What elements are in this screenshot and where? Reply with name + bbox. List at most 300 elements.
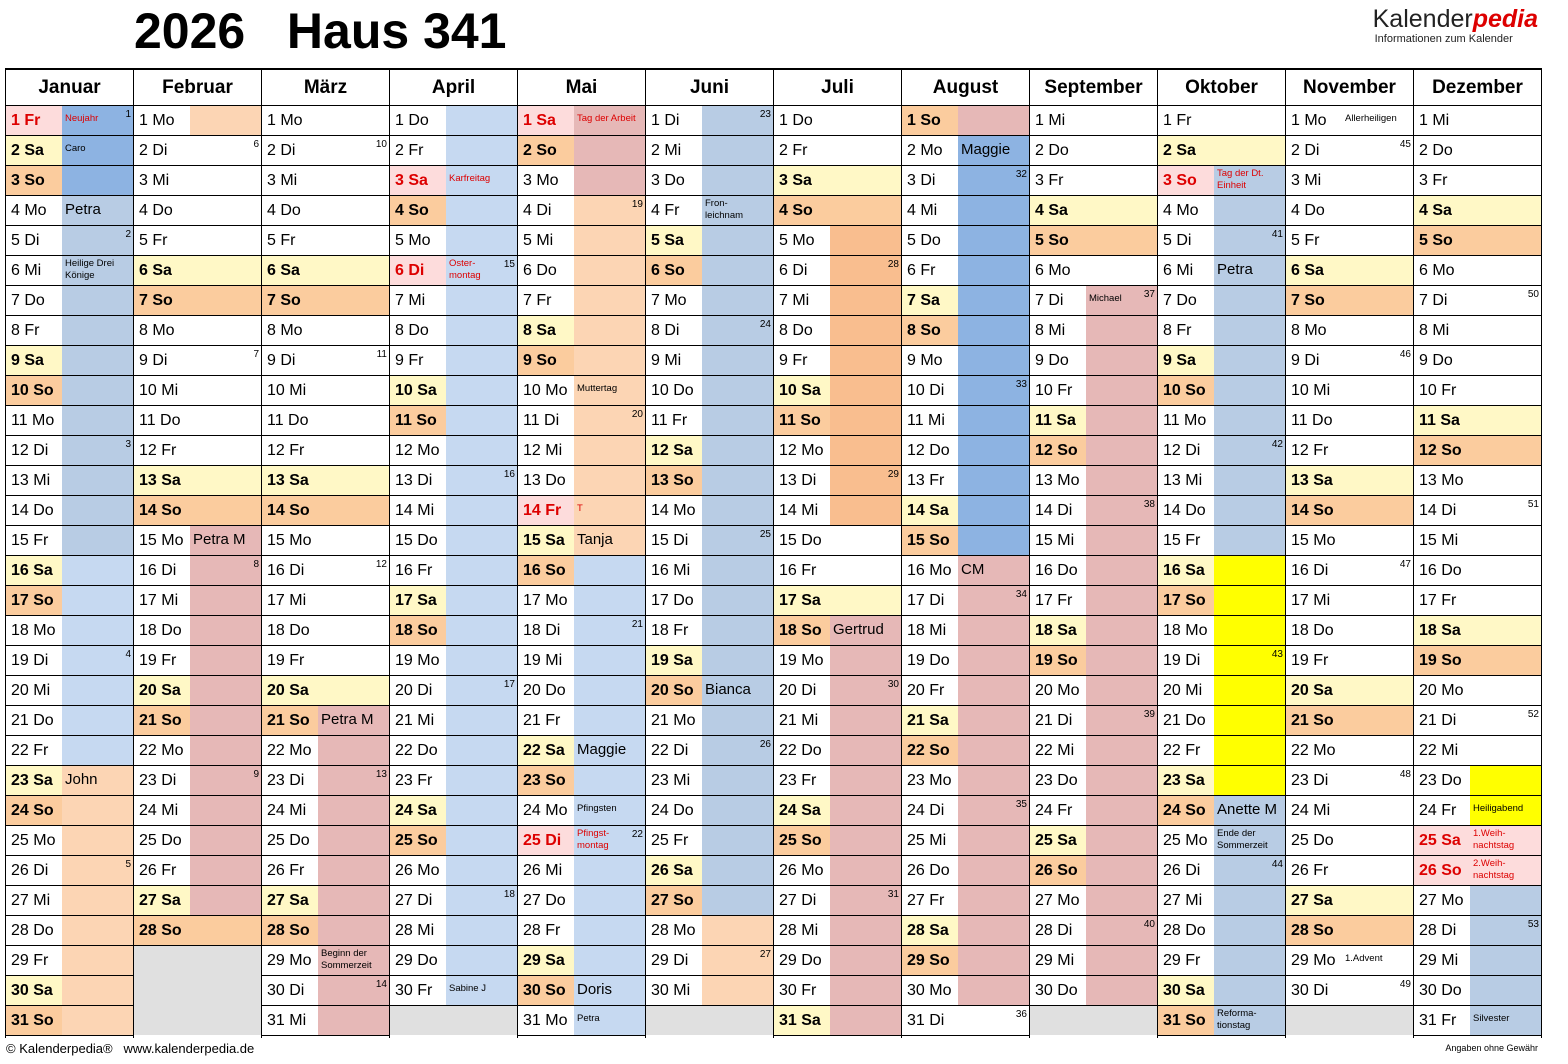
- day-row[interactable]: [518, 1006, 645, 1036]
- day-row[interactable]: [774, 376, 901, 406]
- day-entry-cell[interactable]: [62, 976, 133, 1005]
- day-entry-cell[interactable]: [574, 226, 645, 255]
- day-row[interactable]: [518, 166, 645, 196]
- day-entry-cell[interactable]: [830, 226, 901, 255]
- day-entry-cell[interactable]: [446, 376, 517, 405]
- day-entry-cell[interactable]: [574, 106, 645, 135]
- day-entry-cell[interactable]: [190, 526, 261, 555]
- day-row[interactable]: [518, 346, 645, 376]
- day-row[interactable]: [1414, 586, 1541, 616]
- day-row[interactable]: [390, 706, 517, 736]
- day-entry-cell[interactable]: [318, 106, 389, 135]
- day-row[interactable]: [1030, 736, 1157, 766]
- day-row[interactable]: [646, 496, 773, 526]
- day-entry-cell[interactable]: [1214, 286, 1285, 315]
- day-row[interactable]: [518, 256, 645, 286]
- day-entry-cell[interactable]: [1470, 736, 1541, 765]
- day-entry-cell[interactable]: [574, 316, 645, 345]
- day-entry-cell[interactable]: [1214, 166, 1285, 195]
- day-row[interactable]: [1030, 586, 1157, 616]
- day-row[interactable]: [646, 796, 773, 826]
- day-entry-cell[interactable]: [1342, 256, 1413, 285]
- day-row[interactable]: [1414, 916, 1541, 946]
- day-entry-cell[interactable]: [958, 736, 1029, 765]
- day-row[interactable]: [774, 736, 901, 766]
- day-entry-cell[interactable]: [830, 166, 901, 195]
- day-entry-cell[interactable]: [190, 916, 261, 945]
- day-row[interactable]: [134, 796, 261, 826]
- day-row[interactable]: [646, 646, 773, 676]
- day-row[interactable]: [262, 586, 389, 616]
- day-entry-cell[interactable]: [318, 406, 389, 435]
- day-entry-cell[interactable]: [1214, 226, 1285, 255]
- day-entry-cell[interactable]: [1086, 286, 1157, 315]
- day-row[interactable]: [1158, 976, 1285, 1006]
- day-row[interactable]: [646, 196, 773, 226]
- day-entry-cell[interactable]: [574, 376, 645, 405]
- day-row[interactable]: [518, 676, 645, 706]
- day-entry-cell[interactable]: [62, 466, 133, 495]
- day-row[interactable]: [1158, 106, 1285, 136]
- day-entry-cell[interactable]: [1086, 616, 1157, 645]
- day-entry-cell[interactable]: [1214, 886, 1285, 915]
- day-row[interactable]: [1158, 346, 1285, 376]
- day-entry-cell[interactable]: [1086, 676, 1157, 705]
- day-row[interactable]: [774, 406, 901, 436]
- day-entry-cell[interactable]: [190, 196, 261, 225]
- day-row[interactable]: [390, 916, 517, 946]
- day-row[interactable]: [902, 766, 1029, 796]
- day-row[interactable]: [774, 136, 901, 166]
- day-entry-cell[interactable]: [62, 316, 133, 345]
- day-row[interactable]: [774, 256, 901, 286]
- day-entry-cell[interactable]: [958, 586, 1029, 615]
- day-entry-cell[interactable]: [190, 796, 261, 825]
- day-row[interactable]: [902, 286, 1029, 316]
- day-entry-cell[interactable]: [62, 766, 133, 795]
- day-entry-cell[interactable]: [574, 406, 645, 435]
- day-entry-cell[interactable]: [702, 586, 773, 615]
- day-entry-cell[interactable]: [318, 466, 389, 495]
- day-row[interactable]: [134, 256, 261, 286]
- day-row[interactable]: [1286, 496, 1413, 526]
- day-row[interactable]: [902, 676, 1029, 706]
- day-row[interactable]: [1286, 436, 1413, 466]
- day-entry-cell[interactable]: [318, 946, 389, 975]
- day-row[interactable]: [1158, 1006, 1285, 1036]
- day-row[interactable]: [518, 886, 645, 916]
- day-entry-cell[interactable]: [830, 526, 901, 555]
- day-row[interactable]: [518, 466, 645, 496]
- day-row[interactable]: [1286, 946, 1413, 976]
- day-entry-cell[interactable]: [190, 406, 261, 435]
- day-row[interactable]: [646, 106, 773, 136]
- day-row[interactable]: [262, 976, 389, 1006]
- day-row[interactable]: [646, 616, 773, 646]
- day-entry-cell[interactable]: [574, 976, 645, 1005]
- day-entry-cell[interactable]: [958, 946, 1029, 975]
- day-entry-cell[interactable]: [1342, 346, 1413, 375]
- day-entry-cell[interactable]: [1214, 256, 1285, 285]
- day-row[interactable]: [774, 106, 901, 136]
- day-row[interactable]: [646, 406, 773, 436]
- day-row[interactable]: [134, 106, 261, 136]
- day-entry-cell[interactable]: [446, 766, 517, 795]
- day-row[interactable]: [1158, 136, 1285, 166]
- day-entry-cell[interactable]: [1470, 346, 1541, 375]
- day-entry-cell[interactable]: [702, 616, 773, 645]
- day-entry-cell[interactable]: [702, 886, 773, 915]
- day-entry-cell[interactable]: [958, 316, 1029, 345]
- day-row[interactable]: [1030, 436, 1157, 466]
- day-entry-cell[interactable]: [958, 556, 1029, 585]
- day-row[interactable]: [6, 826, 133, 856]
- day-entry-cell[interactable]: [1214, 136, 1285, 165]
- day-row[interactable]: [902, 466, 1029, 496]
- day-row[interactable]: [390, 796, 517, 826]
- day-entry-cell[interactable]: [830, 886, 901, 915]
- day-entry-cell[interactable]: [446, 916, 517, 945]
- day-row[interactable]: [1158, 916, 1285, 946]
- day-entry-cell[interactable]: [958, 226, 1029, 255]
- day-entry-cell[interactable]: [62, 826, 133, 855]
- day-entry-cell[interactable]: [958, 826, 1029, 855]
- day-entry-cell[interactable]: [190, 136, 261, 165]
- day-entry-cell[interactable]: [958, 676, 1029, 705]
- day-row[interactable]: [1286, 646, 1413, 676]
- day-row[interactable]: [134, 826, 261, 856]
- day-row[interactable]: [1286, 256, 1413, 286]
- day-row[interactable]: [518, 736, 645, 766]
- day-row[interactable]: [262, 1006, 389, 1036]
- day-row[interactable]: [1286, 406, 1413, 436]
- day-entry-cell[interactable]: [1086, 526, 1157, 555]
- day-entry-cell[interactable]: [446, 196, 517, 225]
- day-row[interactable]: [902, 586, 1029, 616]
- day-entry-cell[interactable]: [830, 436, 901, 465]
- day-row[interactable]: [1286, 676, 1413, 706]
- day-entry-cell[interactable]: [1470, 796, 1541, 825]
- day-entry-cell[interactable]: [1214, 106, 1285, 135]
- day-row[interactable]: [1414, 856, 1541, 886]
- day-row[interactable]: [518, 556, 645, 586]
- day-entry-cell[interactable]: [1086, 466, 1157, 495]
- day-entry-cell[interactable]: [446, 226, 517, 255]
- day-entry-cell[interactable]: [1342, 406, 1413, 435]
- day-row[interactable]: [262, 106, 389, 136]
- day-row[interactable]: [902, 736, 1029, 766]
- day-row[interactable]: [1286, 706, 1413, 736]
- day-entry-cell[interactable]: [958, 466, 1029, 495]
- day-entry-cell[interactable]: [190, 436, 261, 465]
- day-entry-cell[interactable]: [830, 766, 901, 795]
- day-row[interactable]: [6, 526, 133, 556]
- day-entry-cell[interactable]: [62, 856, 133, 885]
- day-entry-cell[interactable]: [702, 946, 773, 975]
- day-row[interactable]: [518, 856, 645, 886]
- day-row[interactable]: [774, 1006, 901, 1036]
- day-row[interactable]: [1286, 556, 1413, 586]
- day-row[interactable]: [902, 616, 1029, 646]
- day-row[interactable]: [1158, 646, 1285, 676]
- day-entry-cell[interactable]: [702, 856, 773, 885]
- day-row[interactable]: [1158, 466, 1285, 496]
- day-row[interactable]: [390, 256, 517, 286]
- day-row[interactable]: [134, 316, 261, 346]
- day-row[interactable]: [646, 226, 773, 256]
- day-entry-cell[interactable]: [62, 346, 133, 375]
- day-row[interactable]: [134, 196, 261, 226]
- day-row[interactable]: [390, 826, 517, 856]
- day-entry-cell[interactable]: [1086, 496, 1157, 525]
- day-row[interactable]: [774, 436, 901, 466]
- day-row[interactable]: [1286, 616, 1413, 646]
- day-row[interactable]: [134, 586, 261, 616]
- day-row[interactable]: [1414, 256, 1541, 286]
- day-entry-cell[interactable]: [830, 496, 901, 525]
- day-row[interactable]: [1158, 676, 1285, 706]
- day-row[interactable]: [902, 976, 1029, 1006]
- day-row[interactable]: [262, 136, 389, 166]
- day-row[interactable]: [1286, 286, 1413, 316]
- day-row[interactable]: [902, 436, 1029, 466]
- day-row[interactable]: [1286, 736, 1413, 766]
- day-entry-cell[interactable]: [190, 556, 261, 585]
- day-row[interactable]: [1414, 436, 1541, 466]
- day-entry-cell[interactable]: [574, 676, 645, 705]
- day-entry-cell[interactable]: [1342, 826, 1413, 855]
- day-row[interactable]: [774, 826, 901, 856]
- day-entry-cell[interactable]: [318, 256, 389, 285]
- day-entry-cell[interactable]: [1342, 556, 1413, 585]
- day-entry-cell[interactable]: [318, 436, 389, 465]
- day-entry-cell[interactable]: [446, 466, 517, 495]
- day-row[interactable]: [1286, 826, 1413, 856]
- day-row[interactable]: [262, 346, 389, 376]
- day-entry-cell[interactable]: [1342, 766, 1413, 795]
- day-entry-cell[interactable]: [446, 496, 517, 525]
- day-entry-cell[interactable]: [62, 226, 133, 255]
- day-row[interactable]: [1158, 286, 1285, 316]
- day-entry-cell[interactable]: [702, 736, 773, 765]
- day-entry-cell[interactable]: [958, 526, 1029, 555]
- day-entry-cell[interactable]: [446, 406, 517, 435]
- day-entry-cell[interactable]: [574, 616, 645, 645]
- day-row[interactable]: [518, 616, 645, 646]
- day-row[interactable]: [262, 736, 389, 766]
- day-entry-cell[interactable]: [1470, 826, 1541, 855]
- day-entry-cell[interactable]: [1214, 496, 1285, 525]
- day-row[interactable]: [1286, 526, 1413, 556]
- day-row[interactable]: [1414, 376, 1541, 406]
- day-row[interactable]: [518, 526, 645, 556]
- day-entry-cell[interactable]: [1214, 1006, 1285, 1035]
- day-entry-cell[interactable]: [958, 976, 1029, 1005]
- day-row[interactable]: [1414, 496, 1541, 526]
- day-entry-cell[interactable]: [318, 556, 389, 585]
- day-entry-cell[interactable]: [318, 1006, 389, 1035]
- day-entry-cell[interactable]: [446, 856, 517, 885]
- day-row[interactable]: [134, 766, 261, 796]
- day-row[interactable]: [262, 406, 389, 436]
- day-entry-cell[interactable]: [1214, 946, 1285, 975]
- day-row[interactable]: [6, 736, 133, 766]
- day-entry-cell[interactable]: [1214, 646, 1285, 675]
- day-row[interactable]: [6, 376, 133, 406]
- day-row[interactable]: [390, 166, 517, 196]
- day-row[interactable]: [1414, 346, 1541, 376]
- day-entry-cell[interactable]: [1342, 646, 1413, 675]
- day-entry-cell[interactable]: [574, 556, 645, 585]
- day-row[interactable]: [1158, 736, 1285, 766]
- day-row[interactable]: [1030, 316, 1157, 346]
- day-entry-cell[interactable]: [1214, 796, 1285, 825]
- day-entry-cell[interactable]: [1214, 376, 1285, 405]
- day-entry-cell[interactable]: [958, 286, 1029, 315]
- day-row[interactable]: [1414, 1006, 1541, 1036]
- day-entry-cell[interactable]: [1470, 556, 1541, 585]
- day-entry-cell[interactable]: [62, 946, 133, 975]
- day-entry-cell[interactable]: [1086, 976, 1157, 1005]
- day-entry-cell[interactable]: [574, 856, 645, 885]
- day-row[interactable]: [134, 466, 261, 496]
- day-entry-cell[interactable]: [62, 916, 133, 945]
- day-row[interactable]: [1030, 376, 1157, 406]
- day-row[interactable]: [518, 796, 645, 826]
- day-entry-cell[interactable]: [1086, 166, 1157, 195]
- day-entry-cell[interactable]: [958, 496, 1029, 525]
- day-entry-cell[interactable]: [958, 616, 1029, 645]
- day-row[interactable]: [902, 496, 1029, 526]
- day-row[interactable]: [6, 766, 133, 796]
- day-row[interactable]: [134, 226, 261, 256]
- day-row[interactable]: [1158, 886, 1285, 916]
- day-row[interactable]: [1286, 316, 1413, 346]
- day-entry-cell[interactable]: [574, 496, 645, 525]
- day-row[interactable]: [134, 556, 261, 586]
- day-entry-cell[interactable]: [318, 796, 389, 825]
- day-row[interactable]: [774, 646, 901, 676]
- day-row[interactable]: [6, 346, 133, 376]
- day-row[interactable]: [518, 136, 645, 166]
- day-entry-cell[interactable]: [1086, 946, 1157, 975]
- day-entry-cell[interactable]: [318, 496, 389, 525]
- day-entry-cell[interactable]: [1086, 196, 1157, 225]
- day-entry-cell[interactable]: [574, 286, 645, 315]
- day-entry-cell[interactable]: [830, 946, 901, 975]
- day-entry-cell[interactable]: [702, 256, 773, 285]
- day-entry-cell[interactable]: [574, 1006, 645, 1035]
- day-entry-cell[interactable]: [190, 736, 261, 765]
- day-row[interactable]: [1414, 766, 1541, 796]
- day-row[interactable]: [1286, 766, 1413, 796]
- day-entry-cell[interactable]: [958, 106, 1029, 135]
- day-row[interactable]: [1414, 406, 1541, 436]
- day-row[interactable]: [902, 256, 1029, 286]
- day-row[interactable]: [6, 676, 133, 706]
- day-entry-cell[interactable]: [1214, 436, 1285, 465]
- day-row[interactable]: [646, 826, 773, 856]
- day-entry-cell[interactable]: [62, 106, 133, 135]
- day-entry-cell[interactable]: [1086, 796, 1157, 825]
- day-row[interactable]: [262, 766, 389, 796]
- day-entry-cell[interactable]: [702, 526, 773, 555]
- day-row[interactable]: [1414, 556, 1541, 586]
- day-entry-cell[interactable]: [1214, 406, 1285, 435]
- day-row[interactable]: [390, 316, 517, 346]
- day-row[interactable]: [1414, 526, 1541, 556]
- day-entry-cell[interactable]: [1342, 376, 1413, 405]
- day-entry-cell[interactable]: [190, 316, 261, 345]
- day-row[interactable]: [646, 916, 773, 946]
- day-row[interactable]: [262, 436, 389, 466]
- day-entry-cell[interactable]: [318, 316, 389, 345]
- day-row[interactable]: [390, 106, 517, 136]
- day-row[interactable]: [1158, 526, 1285, 556]
- day-row[interactable]: [262, 796, 389, 826]
- day-entry-cell[interactable]: [1342, 976, 1413, 1005]
- day-entry-cell[interactable]: [446, 286, 517, 315]
- day-row[interactable]: [646, 256, 773, 286]
- day-entry-cell[interactable]: [1086, 646, 1157, 675]
- day-row[interactable]: [774, 796, 901, 826]
- day-entry-cell[interactable]: [702, 676, 773, 705]
- day-row[interactable]: [6, 496, 133, 526]
- day-row[interactable]: [1286, 166, 1413, 196]
- day-entry-cell[interactable]: [190, 676, 261, 705]
- day-entry-cell[interactable]: [62, 166, 133, 195]
- day-row[interactable]: [1286, 346, 1413, 376]
- day-row[interactable]: [774, 706, 901, 736]
- day-entry-cell[interactable]: [1342, 676, 1413, 705]
- day-entry-cell[interactable]: [1214, 826, 1285, 855]
- day-row[interactable]: [1030, 886, 1157, 916]
- day-entry-cell[interactable]: [1342, 706, 1413, 735]
- day-entry-cell[interactable]: [1086, 376, 1157, 405]
- day-entry-cell[interactable]: [830, 916, 901, 945]
- day-entry-cell[interactable]: [1470, 946, 1541, 975]
- day-row[interactable]: [774, 526, 901, 556]
- day-row[interactable]: [1030, 196, 1157, 226]
- day-entry-cell[interactable]: [1342, 436, 1413, 465]
- day-row[interactable]: [1286, 466, 1413, 496]
- day-row[interactable]: [262, 856, 389, 886]
- day-entry-cell[interactable]: [958, 856, 1029, 885]
- day-entry-cell[interactable]: [318, 616, 389, 645]
- day-row[interactable]: [774, 466, 901, 496]
- day-entry-cell[interactable]: [830, 856, 901, 885]
- day-row[interactable]: [390, 946, 517, 976]
- day-row[interactable]: [262, 916, 389, 946]
- day-entry-cell[interactable]: [1470, 856, 1541, 885]
- day-entry-cell[interactable]: [830, 256, 901, 285]
- day-row[interactable]: [134, 916, 261, 946]
- day-entry-cell[interactable]: [190, 166, 261, 195]
- day-row[interactable]: [6, 286, 133, 316]
- day-row[interactable]: [1030, 616, 1157, 646]
- day-entry-cell[interactable]: [1470, 376, 1541, 405]
- day-row[interactable]: [390, 526, 517, 556]
- day-row[interactable]: [646, 526, 773, 556]
- day-entry-cell[interactable]: [1214, 556, 1285, 585]
- day-row[interactable]: [774, 226, 901, 256]
- day-entry-cell[interactable]: [1086, 226, 1157, 255]
- day-entry-cell[interactable]: [446, 346, 517, 375]
- day-entry-cell[interactable]: [62, 286, 133, 315]
- day-row[interactable]: [1158, 796, 1285, 826]
- day-entry-cell[interactable]: [830, 346, 901, 375]
- day-row[interactable]: [262, 556, 389, 586]
